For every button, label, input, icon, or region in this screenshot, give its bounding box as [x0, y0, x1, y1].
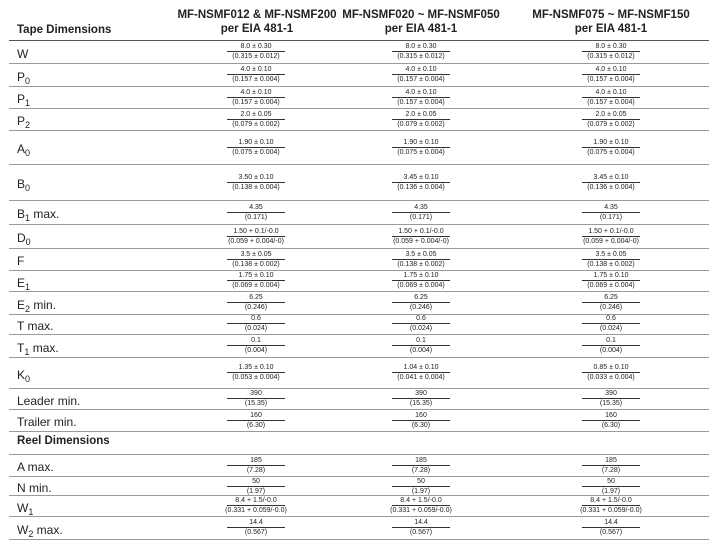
dimension-value — [201, 65, 311, 84]
value-mm: 160 — [392, 411, 450, 421]
value-inch: (0.069 ± 0.004) — [232, 282, 280, 289]
table-row — [9, 200, 709, 225]
value-inch: (6.30) — [601, 421, 621, 429]
value-inch: (0.331 + 0.059/-0.0) — [390, 507, 452, 514]
value-mm: 1.50 + 0.1/-0.0 — [582, 227, 640, 237]
dimension-value — [201, 42, 311, 61]
dimension-value — [366, 456, 476, 475]
table-row — [9, 334, 709, 358]
value-inch: (0.157 ± 0.004) — [232, 98, 280, 106]
parameter-symbol: D — [17, 231, 26, 245]
value-inch: (0.079 ± 0.002) — [587, 120, 635, 128]
value-mm: 185 — [392, 456, 450, 466]
value-inch: (0.246) — [244, 304, 268, 311]
parameter-symbol: K — [17, 367, 26, 382]
parameter-subscript: 1 — [28, 506, 34, 517]
value-mm: 1.75 ± 0.10 — [227, 271, 285, 281]
value-inch: (15.35) — [409, 400, 433, 407]
value-mm: 4.0 ± 0.10 — [227, 65, 285, 75]
dimension-value — [556, 42, 666, 61]
value-mm: 390 — [582, 389, 640, 399]
value-mm: 8.4 + 1.5/-0.0 — [582, 496, 640, 506]
value-inch: (6.30) — [411, 421, 431, 429]
value-inch: (0.157 ± 0.004) — [587, 76, 635, 83]
dimension-value — [556, 88, 666, 107]
value-mm: 3.45 ± 0.10 — [392, 173, 450, 183]
value-mm: 50 — [392, 477, 450, 487]
parameter-label — [17, 70, 30, 86]
value-mm: 1.75 ± 0.10 — [582, 271, 640, 281]
dimension-value — [201, 271, 311, 290]
parameter-subscript: 2 — [25, 120, 31, 130]
value-inch: (0.024) — [244, 325, 268, 332]
parameter-suffix: max. — [30, 207, 60, 221]
dimension-value — [556, 389, 666, 408]
parameter-symbol: T — [17, 340, 25, 355]
dimension-value — [366, 65, 476, 84]
value-inch: (0.079 ± 0.002) — [232, 120, 280, 128]
dimension-value — [201, 227, 311, 246]
table-row — [9, 164, 709, 201]
value-inch: (0.157 ± 0.004) — [587, 98, 635, 106]
parameter-subscript: 1 — [25, 213, 31, 223]
dimension-value — [556, 173, 666, 192]
parameter-symbol: B — [17, 177, 26, 191]
value-inch: (0.059 + 0.004/-0) — [228, 237, 284, 245]
dimension-value — [366, 518, 476, 537]
table-row — [9, 63, 709, 87]
value-inch: (0.157 ± 0.004) — [397, 98, 445, 106]
dimension-value — [201, 456, 311, 475]
value-mm: 0.6 — [392, 314, 450, 324]
parameter-symbol: F — [17, 254, 25, 268]
value-mm: 160 — [227, 411, 285, 421]
value-inch: (15.35) — [599, 400, 623, 407]
parameter-label — [17, 254, 24, 268]
parameter-label — [17, 298, 56, 314]
parameter-symbol: P — [17, 114, 26, 128]
table-row — [9, 40, 709, 64]
value-inch: (0.053 ± 0.004) — [232, 374, 280, 381]
dimension-value — [366, 138, 476, 157]
dimension-value — [366, 314, 476, 333]
parameter-label — [17, 523, 63, 539]
value-mm: 8.0 ± 0.30 — [227, 42, 285, 52]
value-inch: (0.069 ± 0.004) — [587, 282, 635, 289]
dimension-value — [366, 42, 476, 61]
tape-dimensions-heading: Tape Dimensions — [17, 24, 112, 36]
parameter-subscript: 0 — [25, 183, 31, 193]
table-row — [9, 388, 709, 410]
value-mm: 8.0 ± 0.30 — [392, 42, 450, 52]
dimension-value — [556, 293, 666, 312]
value-mm: 14.4 — [392, 518, 450, 528]
value-inch: (0.567) — [409, 529, 433, 536]
dimension-value — [201, 138, 311, 157]
parameter-symbol: Trailer min. — [17, 415, 77, 429]
table-row — [9, 454, 709, 477]
dimension-value — [201, 496, 311, 515]
value-inch: (0.033 ± 0.004) — [587, 374, 635, 381]
dimension-value — [201, 336, 311, 355]
column-header-line2: per EIA 481-1 — [220, 23, 294, 35]
dimension-value — [201, 250, 311, 269]
dimension-value — [556, 227, 666, 246]
value-mm: 8.4 + 1.5/-0.0 — [392, 496, 450, 506]
dimension-value — [556, 250, 666, 269]
table-row — [9, 313, 709, 335]
value-inch: (0.069 ± 0.004) — [397, 282, 445, 289]
value-inch: (0.171) — [599, 213, 623, 221]
table-row — [9, 86, 709, 109]
table-row — [9, 130, 709, 165]
parameter-label — [17, 368, 30, 384]
parameter-symbol: B — [17, 207, 26, 221]
value-inch: (0.004) — [244, 347, 268, 354]
table-row — [9, 495, 709, 517]
parameter-subscript: 1 — [25, 98, 31, 108]
dimension-value — [201, 173, 311, 192]
dimension-value — [366, 363, 476, 382]
table-row — [9, 224, 709, 249]
value-mm: 14.4 — [582, 518, 640, 528]
parameter-subscript: 0 — [25, 237, 31, 247]
value-mm: 4.0 ± 0.10 — [392, 88, 450, 98]
value-inch: (0.004) — [599, 347, 623, 354]
value-inch: (0.004) — [409, 347, 433, 354]
parameter-suffix: max. — [33, 522, 63, 537]
table-header — [9, 0, 709, 41]
parameter-symbol: A max. — [17, 460, 54, 474]
value-mm: 3.5 ± 0.05 — [392, 250, 450, 260]
value-inch: (0.315 ± 0.012) — [232, 53, 280, 60]
value-inch: (0.331 + 0.059/-0.0) — [225, 507, 287, 514]
parameter-suffix: min. — [30, 297, 57, 312]
table-row — [9, 409, 709, 432]
value-mm: 1.90 ± 0.10 — [582, 138, 640, 148]
value-inch: (0.315 ± 0.012) — [587, 53, 635, 60]
value-inch: (0.171) — [244, 213, 268, 221]
value-mm: 0.1 — [392, 336, 450, 346]
value-mm: 2.0 ± 0.05 — [392, 110, 450, 120]
value-mm: 3.5 ± 0.05 — [582, 250, 640, 260]
value-mm: 390 — [227, 389, 285, 399]
value-inch: (15.35) — [244, 400, 268, 407]
parameter-label — [17, 114, 30, 130]
dimension-value — [201, 293, 311, 312]
value-inch: (0.075 ± 0.004) — [587, 148, 635, 156]
dimension-value — [201, 110, 311, 129]
value-inch: (0.138 ± 0.002) — [397, 260, 445, 268]
value-inch: (0.059 + 0.004/-0) — [393, 237, 449, 245]
parameter-suffix: max. — [29, 340, 59, 355]
value-inch: (0.315 ± 0.012) — [397, 53, 445, 60]
value-inch: (0.331 + 0.059/-0.0) — [580, 507, 642, 514]
dimension-value — [201, 363, 311, 382]
dimension-value — [201, 518, 311, 537]
value-inch: (0.136 ± 0.004) — [397, 183, 445, 191]
value-mm: 1.50 + 0.1/-0.0 — [227, 227, 285, 237]
value-mm: 4.0 ± 0.10 — [582, 88, 640, 98]
value-inch: (0.079 ± 0.002) — [397, 120, 445, 128]
dimension-value — [556, 363, 666, 382]
value-inch: (7.28) — [411, 466, 431, 474]
dimension-value — [366, 336, 476, 355]
parameter-label — [17, 47, 28, 61]
value-mm: 185 — [227, 456, 285, 466]
value-inch: (0.024) — [599, 325, 623, 332]
value-inch: (1.97) — [246, 488, 266, 495]
value-mm: 4.0 ± 0.10 — [582, 65, 640, 75]
parameter-label — [17, 415, 77, 429]
value-inch: (1.97) — [601, 488, 621, 495]
parameter-symbol: Leader min. — [17, 393, 81, 408]
column-header-line2: per EIA 481-1 — [574, 23, 648, 35]
table-row — [9, 516, 709, 540]
parameter-label — [17, 92, 30, 108]
parameter-symbol: A — [17, 142, 26, 156]
column-header-nsmf020 — [326, 8, 516, 36]
dimension-value — [366, 203, 476, 222]
value-mm: 1.04 ± 0.10 — [392, 363, 450, 373]
value-mm: 4.35 — [582, 203, 640, 213]
dimension-value — [366, 411, 476, 430]
parameter-subscript: 0 — [25, 75, 31, 86]
parameter-label — [17, 394, 80, 408]
value-mm: 0.85 ± 0.10 — [582, 363, 640, 373]
dimension-value — [556, 314, 666, 333]
value-inch: (0.567) — [244, 529, 268, 536]
value-mm: 0.6 — [582, 314, 640, 324]
parameter-symbol: W — [17, 522, 29, 537]
value-inch: (0.171) — [409, 213, 433, 221]
value-mm: 160 — [582, 411, 640, 421]
dimension-value — [201, 477, 311, 496]
parameter-label — [17, 460, 54, 474]
dimension-value — [366, 88, 476, 107]
value-mm: 0.1 — [227, 336, 285, 346]
parameter-label — [17, 319, 53, 333]
dimension-value — [556, 518, 666, 537]
parameter-label — [17, 177, 30, 193]
dimension-value — [201, 314, 311, 333]
table-row — [9, 108, 709, 131]
table-row — [9, 476, 709, 496]
dimension-value — [366, 293, 476, 312]
parameter-symbol: T max. — [17, 318, 54, 333]
value-inch: (0.138 ± 0.002) — [587, 260, 635, 268]
value-inch: (0.157 ± 0.004) — [232, 76, 280, 83]
parameter-subscript: 1 — [25, 281, 31, 292]
dimension-value — [366, 496, 476, 515]
dimension-value — [556, 336, 666, 355]
value-mm: 1.35 ± 0.10 — [227, 363, 285, 373]
value-mm: 185 — [582, 456, 640, 466]
reel-dimensions-heading: Reel Dimensions — [17, 435, 110, 447]
parameter-label — [17, 341, 59, 357]
dimension-value — [366, 389, 476, 408]
value-inch: (0.075 ± 0.004) — [397, 148, 445, 156]
parameter-subscript: 2 — [25, 303, 31, 314]
dimension-value — [201, 203, 311, 222]
parameter-symbol: W — [17, 46, 29, 61]
value-mm: 1.50 + 0.1/-0.0 — [392, 227, 450, 237]
value-inch: (1.97) — [411, 488, 431, 495]
dimension-value — [366, 110, 476, 129]
value-mm: 1.90 ± 0.10 — [227, 138, 285, 148]
column-header-line1: MF-NSMF012 & MF-NSMF200 — [177, 9, 337, 21]
dimension-value — [366, 477, 476, 496]
value-mm: 3.5 ± 0.05 — [227, 250, 285, 260]
column-header-nsmf075 — [516, 8, 706, 36]
parameter-subscript: 2 — [28, 528, 34, 539]
value-mm: 2.0 ± 0.05 — [582, 110, 640, 120]
value-inch: (7.28) — [246, 466, 266, 474]
value-inch: (7.28) — [601, 466, 621, 474]
dimension-value — [556, 477, 666, 496]
value-mm: 8.4 + 1.5/-0.0 — [227, 496, 285, 506]
value-inch: (0.246) — [409, 304, 433, 311]
column-header-line1: MF-NSMF020 ~ MF-NSMF050 — [342, 9, 500, 21]
value-inch: (6.30) — [246, 421, 266, 429]
dimension-value — [556, 496, 666, 515]
dimension-value — [201, 88, 311, 107]
value-mm: 50 — [582, 477, 640, 487]
dimension-value — [556, 456, 666, 475]
value-mm: 4.0 ± 0.10 — [392, 65, 450, 75]
parameter-symbol: E — [17, 275, 26, 290]
dimension-value — [366, 250, 476, 269]
parameter-symbol: E — [17, 297, 26, 312]
value-inch: (0.024) — [409, 325, 433, 332]
value-mm: 6.25 — [582, 293, 640, 303]
table-row — [9, 357, 709, 389]
parameter-label — [17, 231, 31, 247]
column-header-line2: per EIA 481-1 — [384, 23, 458, 35]
dimension-value — [201, 411, 311, 430]
table-row — [9, 291, 709, 315]
value-mm: 14.4 — [227, 518, 285, 528]
value-mm: 390 — [392, 389, 450, 399]
value-mm: 4.0 ± 0.10 — [227, 88, 285, 98]
dimension-value — [366, 173, 476, 192]
dimension-value — [201, 389, 311, 408]
parameter-symbol: N min. — [17, 480, 52, 495]
parameter-label — [17, 207, 59, 223]
parameter-symbol: W — [17, 500, 29, 515]
parameter-label — [17, 276, 30, 292]
parameter-label — [17, 481, 52, 495]
reel-section-row — [9, 431, 709, 455]
dimension-value — [556, 110, 666, 129]
dimension-value — [556, 138, 666, 157]
value-inch: (0.075 ± 0.004) — [232, 148, 280, 156]
value-mm: 4.35 — [227, 203, 285, 213]
table-row — [9, 248, 709, 271]
value-inch: (0.041 ± 0.004) — [397, 374, 445, 381]
value-mm: 6.25 — [227, 293, 285, 303]
value-mm: 1.75 ± 0.10 — [392, 271, 450, 281]
parameter-label — [17, 501, 33, 517]
value-inch: (0.567) — [599, 529, 623, 536]
parameter-label — [17, 142, 30, 158]
value-mm: 3.50 ± 0.10 — [227, 173, 285, 183]
table-row — [9, 270, 709, 292]
value-inch: (0.246) — [599, 304, 623, 311]
parameter-symbol: P — [17, 69, 26, 84]
dimension-value — [366, 271, 476, 290]
dimension-value — [556, 65, 666, 84]
parameter-symbol: P — [17, 92, 26, 106]
value-inch: (0.138 ± 0.004) — [232, 183, 280, 191]
parameter-subscript: 0 — [25, 373, 31, 384]
value-mm: 50 — [227, 477, 285, 487]
dimension-value — [556, 203, 666, 222]
dimension-value — [556, 271, 666, 290]
value-inch: (0.157 ± 0.004) — [397, 76, 445, 83]
value-mm: 0.1 — [582, 336, 640, 346]
parameter-subscript: 1 — [24, 346, 30, 357]
value-mm: 3.45 ± 0.10 — [582, 173, 640, 183]
column-header-line1: MF-NSMF075 ~ MF-NSMF150 — [532, 9, 690, 21]
value-mm: 2.0 ± 0.05 — [227, 110, 285, 120]
value-mm: 6.25 — [392, 293, 450, 303]
value-mm: 8.0 ± 0.30 — [582, 42, 640, 52]
dimension-value — [366, 227, 476, 246]
value-mm: 4.35 — [392, 203, 450, 213]
value-mm: 0.6 — [227, 314, 285, 324]
value-inch: (0.138 ± 0.002) — [232, 260, 280, 268]
value-inch: (0.136 ± 0.004) — [587, 183, 635, 191]
value-inch: (0.059 + 0.004/-0) — [583, 237, 639, 245]
value-mm: 1.90 ± 0.10 — [392, 138, 450, 148]
parameter-subscript: 0 — [25, 148, 31, 158]
dimension-value — [556, 411, 666, 430]
